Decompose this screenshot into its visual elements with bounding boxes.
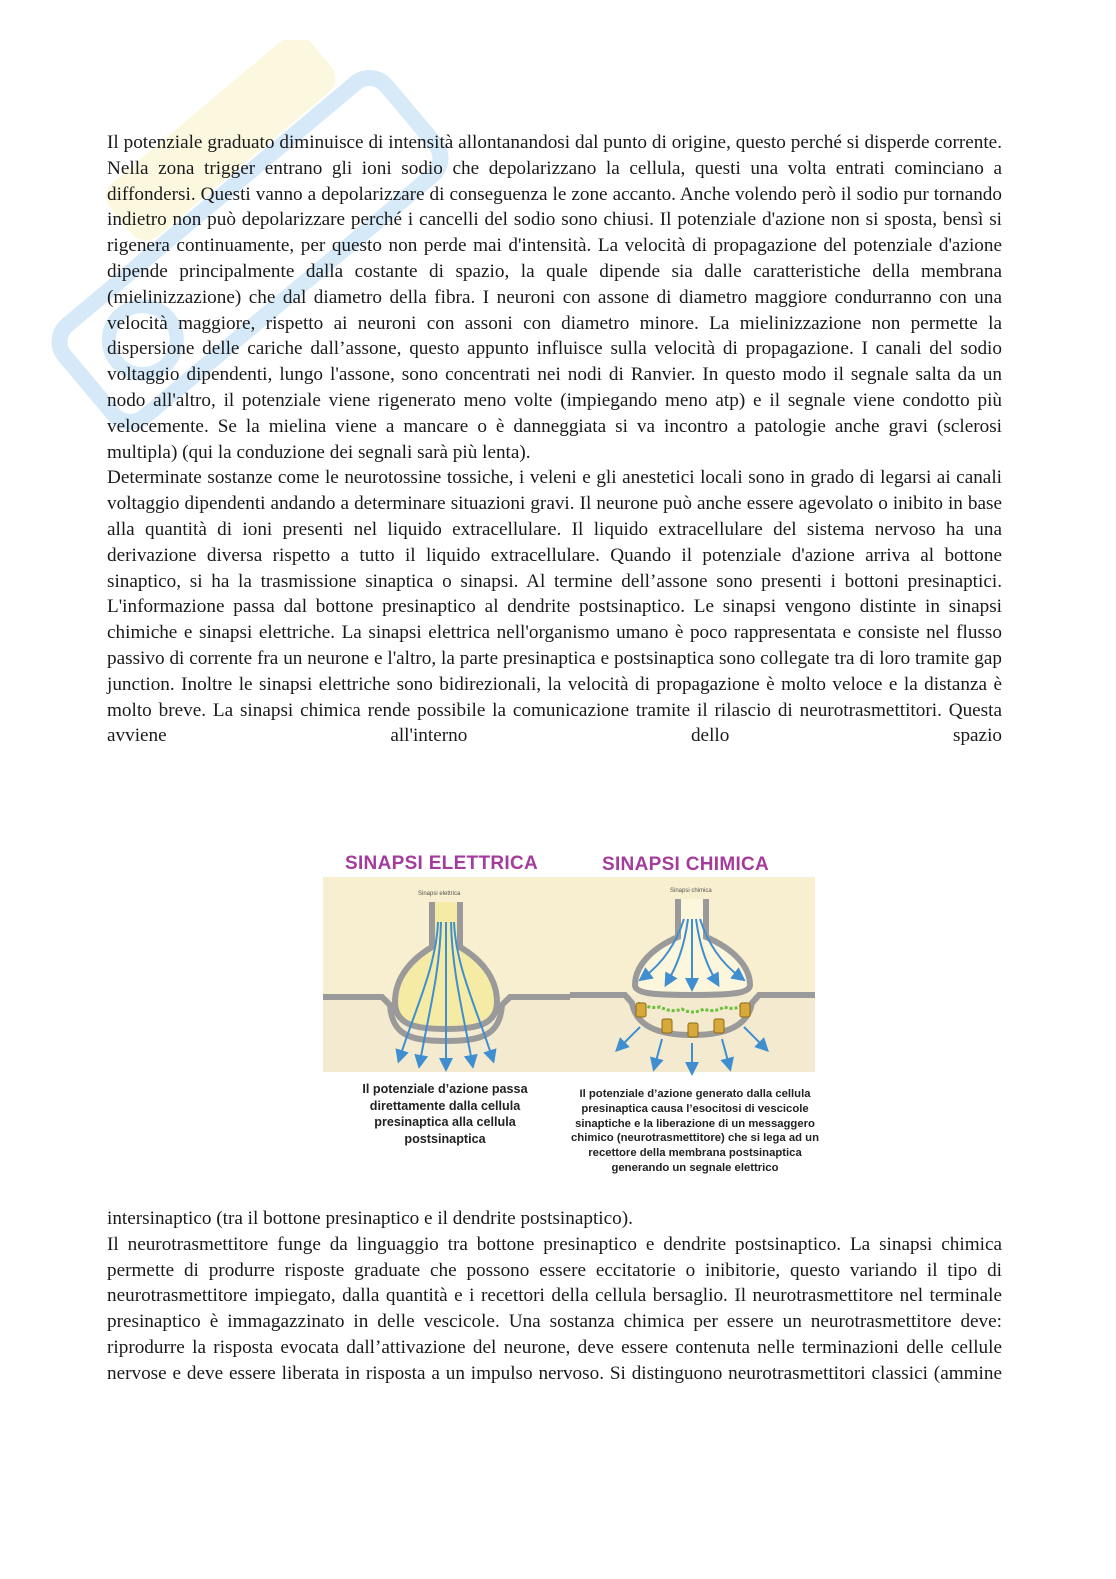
body-text-block-1 xyxy=(107,130,1002,749)
synapse-figure xyxy=(320,845,820,1195)
left-panel-caption: Il potenziale d’azione passa direttamente dalla cellula presinaptica alla cellula postsinaptica xyxy=(362,1082,528,1146)
paragraph: intersinaptico (tra il bottone presinaptico e il dendrite postsinaptico). xyxy=(107,1208,633,1229)
paragraph: Il neurotrasmettitore funge da linguaggio tra bottone presinaptico e dendrite postsinaptico. La sinapsi chimica permette di produrre risposte graduate che possono essere eccitatorie o inibitorie, questo variando il tipo di neurotrasmettitore impiegato, dalla quantità e i recettori della cellula bersaglio. Il neurotrasmettitore nel terminale presinaptico è immagazzinato in delle vescicole. Una sostanza chimica per essere un neurotrasmettitore deve: riprodurre la risposta evocata dall’attivazione del neurone, deve essere contenuta nelle terminazioni delle cellule nervose e deve essere liberata in risposta a un impulso nervoso. Si distinguono neurotrasmettitori classici (ammine xyxy=(107,1233,1002,1384)
electrical-synapse-illustration xyxy=(323,877,571,1072)
right-panel-caption: Il potenziale d’azione generato dalla cellula presinaptica causa l’esocitosi di vescicole sinaptiche e la liberazione di un messaggero chimico (neurotrasmettitore) che si lega ad un recettore della membrana postsinaptica generando un segnale elettrico xyxy=(571,1088,819,1174)
body-text-block-2 xyxy=(107,1206,1002,1387)
left-sublabel: Sinapsi elettrica xyxy=(418,891,461,897)
left-panel-title: SINAPSI ELETTRICA xyxy=(345,853,539,874)
paragraph: Il potenziale graduato diminuisce di intensità allontanandosi dal punto di origine, questo perché si disperde corrente. Nella zona trigger entrano gli ioni sodio che depolarizzano la cellula, questi una volta entrati cominciano a diffondersi. Questi vanno a depolarizzare di conseguenza le zone accanto. Anche volendo però il sodio pur tornando indietro non può depolarizzare perché i cancelli del sodio sono chiusi. Il potenziale d'azione non si sposta, bensì si rigenera continuamente, per questo non perde mai d'intensità. La velocità di propagazione del potenziale d'azione dipende principalmente dalla costante di spazio, la quale dipende sia dalle caratteristiche della membrana (mielinizzazione) che dal diametro della fibra. I neuroni con assone di diametro maggiore condurranno con una velocità maggiore, rispetto ai neuroni con assoni con diametro minore. La mielinizzazione non permette la dispersione delle cariche dall’assone, questo appunto influisce sulla velocità di propagazione. I canali del sodio voltaggio dipendenti, lungo l'assone, sono concentrati nei nodi di Ranvier. In questo modo il segnale salta da un nodo all'altro, il potenziale viene rigenerato meno volte (impiegando meno atp) e il segnale viene condotto più velocemente. Se la mielina viene a mancare o è danneggiata si va incontro a patologie anche gravi (sclerosi multipla) (qui la conduzione dei segnali sarà più lenta). xyxy=(107,132,1002,463)
chemical-synapse-illustration xyxy=(570,877,815,1072)
right-sublabel: Sinapsi chimica xyxy=(670,888,712,894)
right-panel-title: SINAPSI CHIMICA xyxy=(602,854,770,875)
paragraph: Determinate sostanze come le neurotossine tossiche, i veleni e gli anestetici locali sono in grado di legarsi ai canali voltaggio dipendenti andando a determinare situazioni gravi. Il neurone può anche essere agevolato o inibito in base alla quantità di ioni presenti nel liquido extracellulare. Il liquido extracellulare del sistema nervoso ha una derivazione diversa rispetto a tutto il liquido extracellulare. Quando il potenziale d'azione arriva al bottone sinaptico, si ha la trasmissione sinaptica o sinapsi. Al termine dell’assone sono presenti i bottoni presinaptici. L'informazione passa dal bottone presinaptico al dendrite postsinaptico. Le sinapsi vengono distinte in sinapsi chimiche e sinapsi elettriche. La sinapsi elettrica nell'organismo umano è poco rappresentata e consiste nel flusso passivo di corrente fra un neurone e l'altro, la parte presinaptica e postsinaptica sono collegate tra di loro tramite gap junction. Inoltre le sinapsi elettriche sono bidirezionali, la velocità di propagazione è molto veloce e la distanza è molto breve. La sinapsi chimica rende possibile la comunicazione tramite il rilascio di neurotrasmettitori. Questa avviene all'interno dello spazio xyxy=(107,467,1002,747)
synapse-diagram xyxy=(320,877,820,1107)
